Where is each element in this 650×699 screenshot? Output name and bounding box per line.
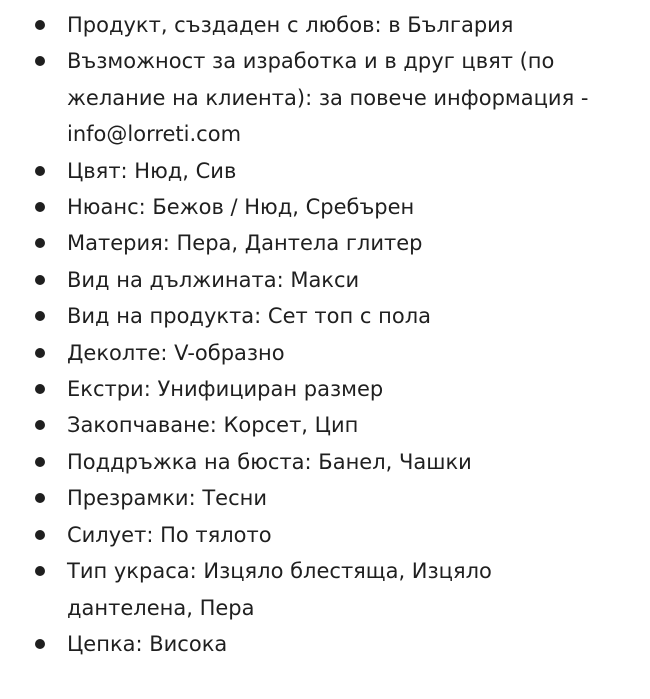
bullet-icon	[35, 166, 45, 176]
spec-text-line-3: info@lorreti.com	[67, 122, 242, 147]
spec-item-shade	[0, 189, 650, 225]
spec-text: Поддръжка на бюста: Банел, Чашки	[67, 449, 472, 474]
bullet-icon	[35, 384, 45, 394]
spec-text-line-2: желание на клиента): за повече информация -	[67, 85, 589, 110]
bullet-icon	[35, 457, 45, 467]
spec-text-line-2: дантелена, Пера	[67, 595, 255, 620]
spec-text: Екстри: Унифициран размер	[67, 377, 384, 402]
bullet-icon	[35, 493, 45, 503]
bullet-icon	[35, 20, 45, 30]
spec-item-product-type	[0, 298, 650, 334]
spec-text: Нюанс: Бежов / Нюд, Сребърен	[67, 195, 415, 220]
bullet-icon	[35, 566, 45, 576]
spec-text: Деколте: V-образно	[67, 340, 285, 365]
spec-text: Вид на продукта: Сет топ с пола	[67, 304, 431, 329]
spec-text: Продукт, създаден с любов: в България	[67, 13, 514, 37]
spec-item-bust-support	[0, 444, 650, 480]
spec-text: Цепка: Висока	[67, 631, 228, 656]
bullet-icon	[35, 530, 45, 540]
spec-item-silhouette	[0, 517, 650, 553]
bullet-icon	[35, 348, 45, 358]
bullet-icon	[35, 202, 45, 212]
spec-item-neckline	[0, 335, 650, 371]
spec-text-line-1: Възможност за изработка и в друг цвят (по	[67, 49, 555, 74]
bullet-icon	[35, 420, 45, 430]
spec-text: Презрамки: Тесни	[67, 486, 268, 511]
spec-item-fabric	[0, 225, 650, 261]
spec-text: Закопчаване: Корсет, Цип	[67, 413, 359, 438]
bullet-icon	[35, 238, 45, 248]
spec-item-color	[0, 153, 650, 189]
spec-text-line-1: Тип украса: Изцяло блестяща, Изцяло	[67, 559, 492, 584]
spec-text: Вид на дължината: Макси	[67, 267, 360, 292]
spec-item-custom-color	[0, 43, 650, 152]
bullet-icon	[35, 275, 45, 285]
spec-text: Цвят: Нюд, Сив	[67, 158, 237, 183]
spec-item-closure	[0, 407, 650, 443]
spec-item-straps	[0, 480, 650, 516]
spec-item-length	[0, 262, 650, 298]
spec-text: Силует: По тялото	[67, 522, 272, 547]
spec-item-slit	[0, 626, 650, 662]
spec-text: Материя: Пера, Дантела глитер	[67, 231, 423, 256]
spec-item-extras	[0, 371, 650, 407]
bullet-icon	[35, 311, 45, 321]
bullet-icon	[35, 56, 45, 66]
spec-item-decoration	[0, 553, 650, 626]
bullet-icon	[35, 639, 45, 649]
spec-item-origin	[0, 7, 650, 43]
